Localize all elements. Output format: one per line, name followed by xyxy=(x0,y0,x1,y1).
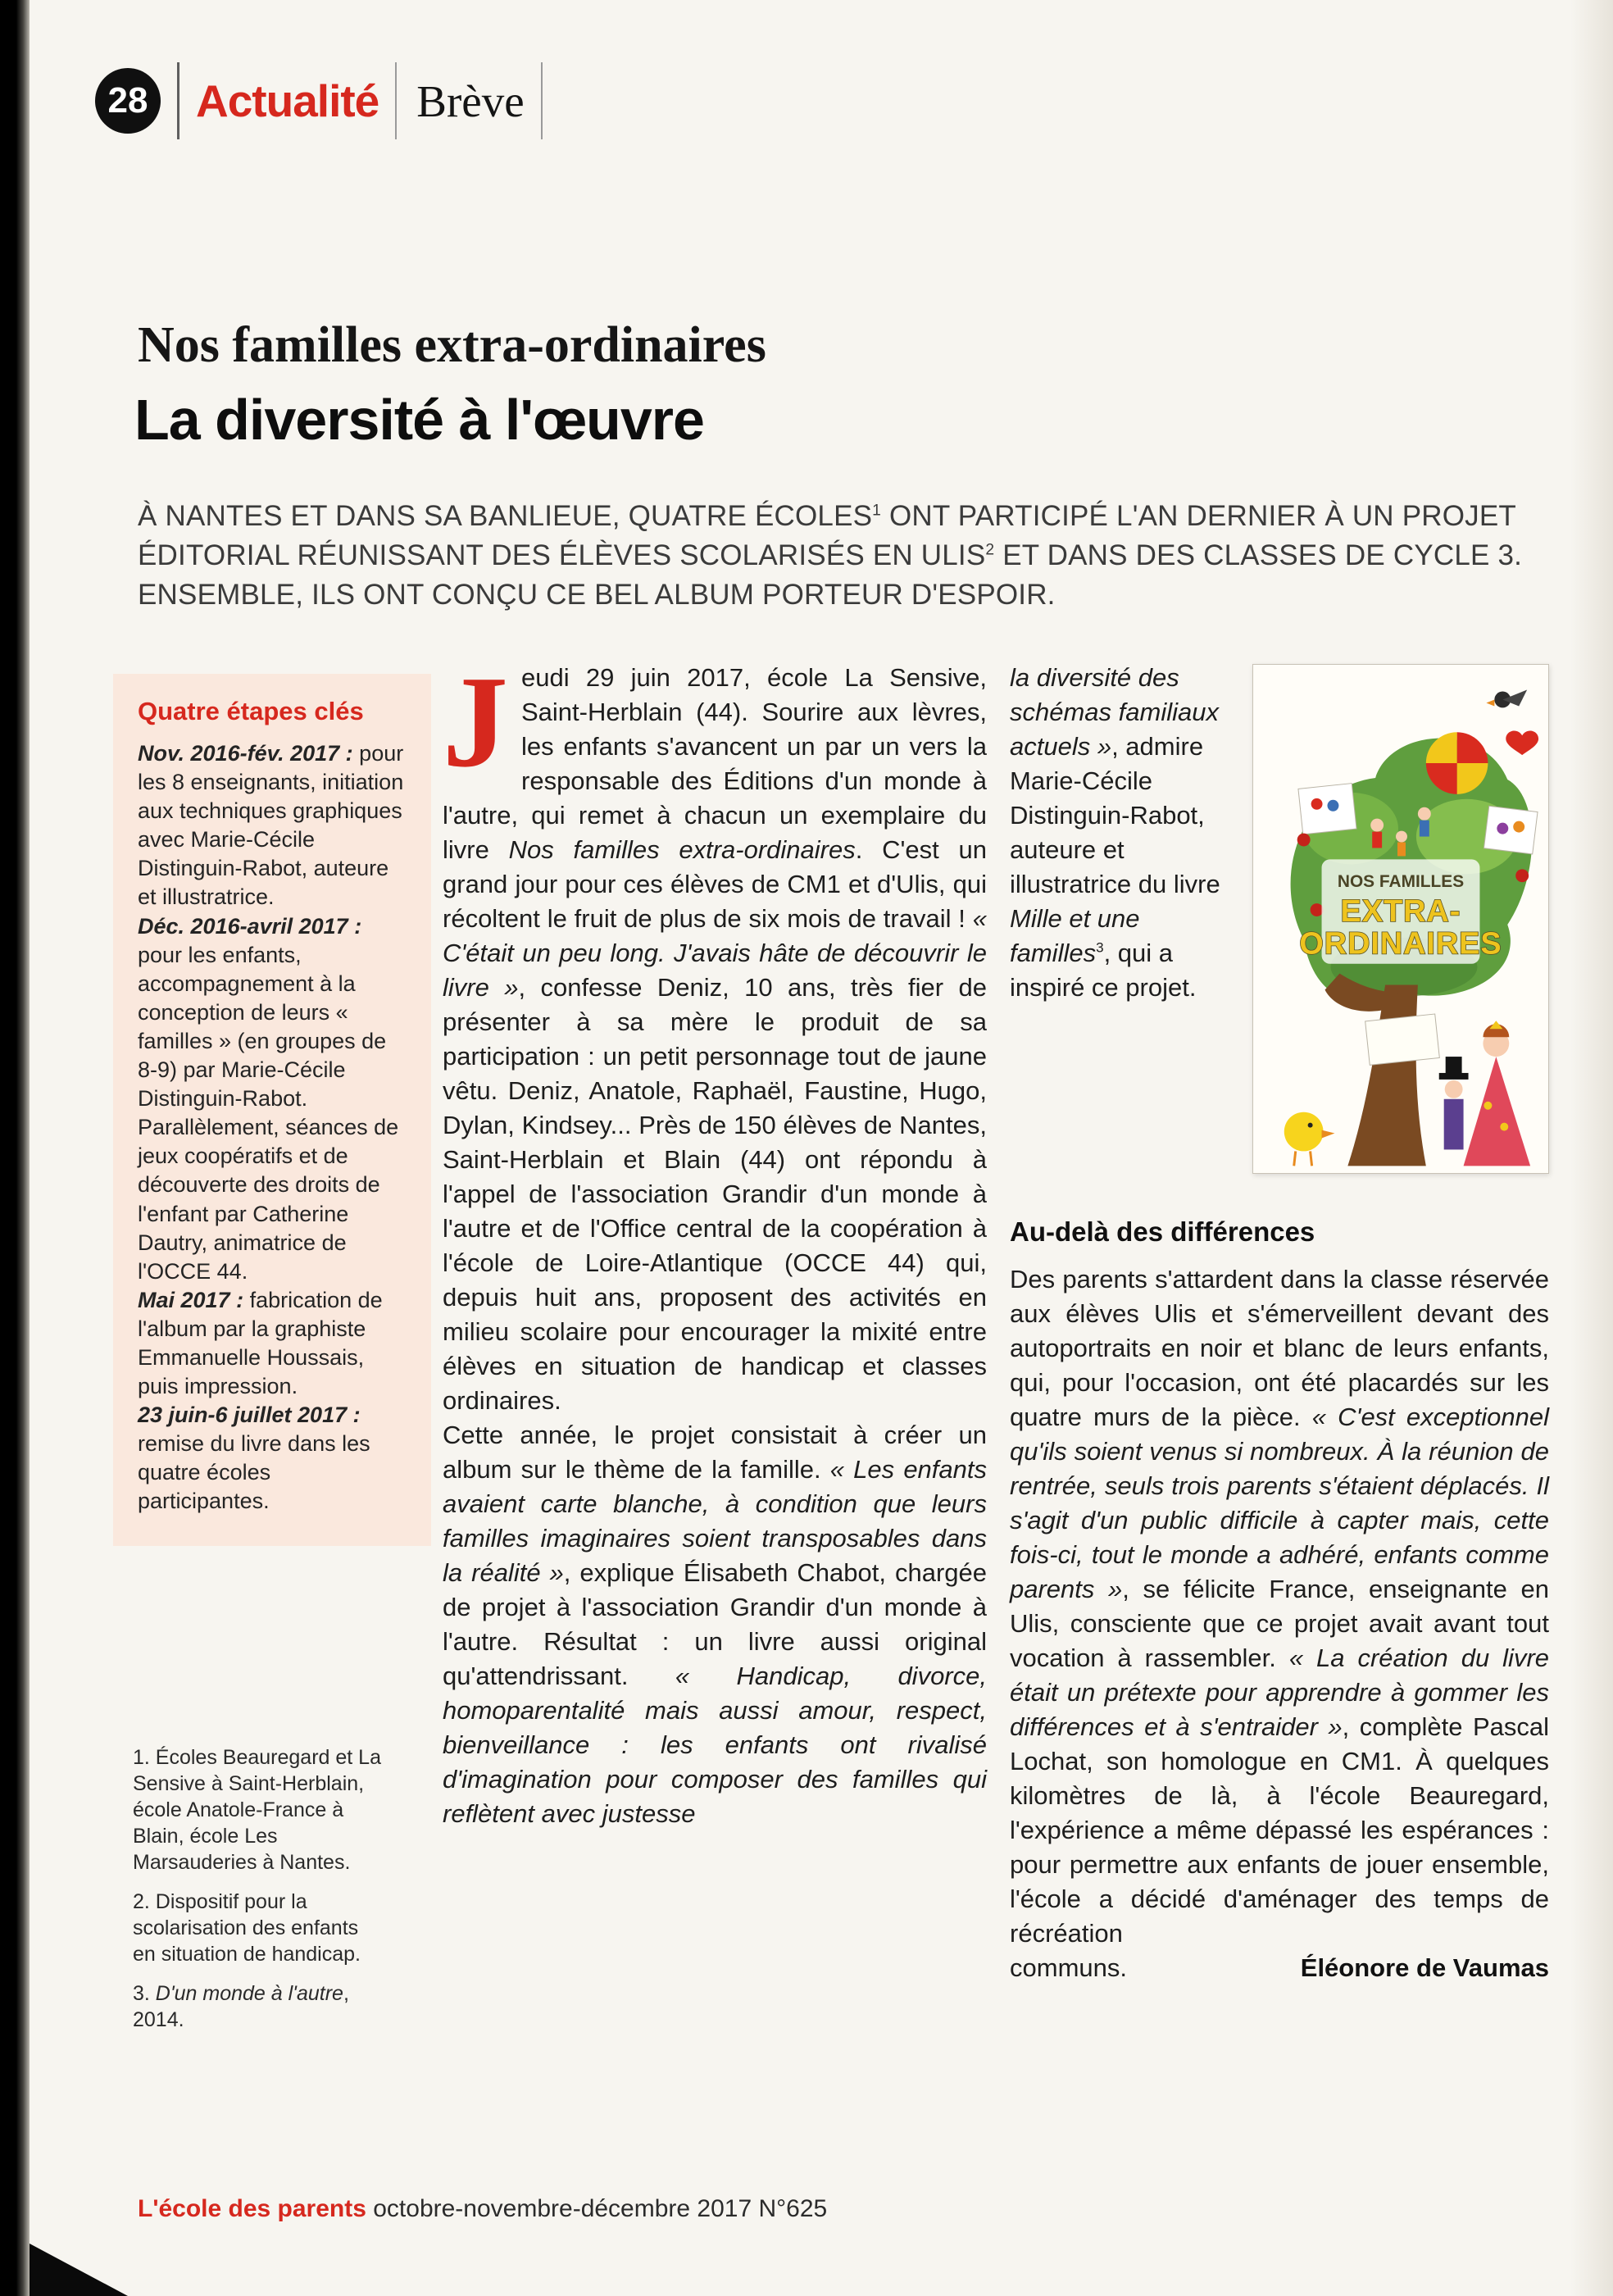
footnote-item: 1. Écoles Beauregard et La Sensive à Saint-Herblain, école Anatole-France à Blain, école Les Marsauderies à Nantes. xyxy=(133,1746,381,1874)
photo-frame-icon xyxy=(1298,784,1356,834)
right-column xyxy=(1010,661,1549,1985)
apple-icon xyxy=(1515,869,1529,882)
footer-magazine-title: L'école des parents xyxy=(138,2195,366,2222)
footnote-item: 3. D'un monde à l'autre, 2014. xyxy=(133,1982,349,2031)
divider xyxy=(541,62,543,139)
photo-frame-icon xyxy=(1484,806,1538,854)
article-paragraph: Des parents s'attardent dans la classe réservée aux élèves Ulis et s'émerveillent devant des autoportraits en noir et blanc de leurs enfants, qui, pour l'occasion, ont été placardés sur les quatre murs de la pièce. « C'est exceptionnel qu'ils soient venus si nombreux. À la réunion de rentrée, seuls trois parents s'étaient déplacés. Il s'agit d'un public difficile à capter mais, cette fois-ci, tout le monde a adhéré, enfants comme parents », se félicite France, enseignante en Ulis, consciente que ce projet avait avant tout vocation à rassembler. « La création du livre était un prétexte pour apprendre à gommer les différences et à s'entraider », complète Pascal Lochat, son homologue en CM1. À quelques kilomètres de là, à l'école Beauregard, l'expérience a même dépassé les espérances : pour permettre aux enfants de jouer ensemble, l'école a décidé d'aménager des temps de récréation xyxy=(1010,1265,1550,1948)
closing-line xyxy=(1010,1951,1549,1985)
key-steps-title: Quatre étapes clés xyxy=(138,697,364,725)
footer-issue-info: octobre-novembre-décembre 2017 N°625 xyxy=(366,2195,828,2222)
divider xyxy=(395,62,397,139)
intro-block xyxy=(1010,661,1549,1193)
page-title: La diversité à l'œuvre xyxy=(134,388,704,452)
book-cover-title-line: ORDINAIRES xyxy=(1299,926,1502,962)
key-step: Nov. 2016-fév. 2017 : pour les 8 enseignants, initiation aux techniques graphiques avec Marie-Cécile Distinguin-Rabot, auteure et illustratrice. xyxy=(138,741,404,910)
footnote-item: 2. Dispositif pour la scolarisation des enfants en situation de handicap. xyxy=(133,1890,361,1966)
book-cover-title-line: NOS FAMILLES xyxy=(1337,872,1465,892)
pinwheel-icon xyxy=(1426,732,1488,794)
key-step: Mai 2017 : fabrication de l'album par la graphiste Emmanuelle Houssais, puis impression. xyxy=(138,1287,383,1399)
page-footer xyxy=(138,2195,827,2223)
scan-artifact xyxy=(30,2244,128,2296)
footnotes xyxy=(133,1744,384,2046)
intro-text: la diversité des schémas familiaux actuels », admire Marie-Cécile Distinguin-Rabot, auteure et illustratrice du livre Mille et une familles$^3$, qui a inspiré ce projet. xyxy=(1010,663,1220,1002)
author-byline: Éléonore de Vaumas xyxy=(1300,1953,1549,1982)
page-edge-shadow xyxy=(1565,0,1613,2296)
key-steps-box xyxy=(113,674,431,1546)
article-column xyxy=(443,648,988,1831)
book-cover-title-line: EXTRA- xyxy=(1340,893,1461,929)
book-cover-image xyxy=(1252,664,1549,1174)
apple-icon xyxy=(1297,834,1311,847)
masthead xyxy=(95,62,559,139)
apple-icon xyxy=(1311,903,1324,916)
divider xyxy=(177,62,179,139)
closing-word: communs. xyxy=(1010,1953,1127,1982)
section-subheading: Au-delà des différences xyxy=(1010,1216,1315,1247)
section-label: Actualité xyxy=(196,75,379,126)
drop-cap: J xyxy=(443,648,508,794)
scan-edge xyxy=(0,0,30,2296)
article-paragraph: Cette année, le projet consistait à créer un album sur le thème de la famille. « Les enfants avaient carte blanche, à condition que leurs familles imaginaires soient transposables dans la réalité », explique Élisabeth Chabot, chargée de projet à l'association Grandir d'un monde à l'autre. Résultat : un livre aussi original qu'attendrissant. « Handicap, divorce, homoparentalité mais aussi amour, respect, bienveillance : les enfants ont rivalisé d'imagination pour composer des familles qui reflètent avec justesse xyxy=(443,1421,988,1828)
key-step: Déc. 2016-avril 2017 : pour les enfants, accompagnement à la conception de leurs « familles » (en groupes de 8-9) par Marie-Cécile Distinguin-Rabot. Parallèlement, séances de jeux coopératifs et de découverte des droits de l'enfant par Catherine Dautry, animatrice de l'OCCE 44. xyxy=(138,913,399,1284)
standfirst: À NANTES ET DANS SA BANLIEUE, QUATRE ÉCOLES$^1$ ONT PARTICIPÉ L'AN DERNIER À UN PROJET ÉDITORIAL RÉUNISSANT DES ÉLÈVES SCOLARISÉS EN ULIS$^2$ ET DANS DES CLASSES DE CYCLE 3. ENSEMBLE, ILS ONT CONÇU CE BEL ALBUM PORTEUR D'ESPOIR. xyxy=(138,500,1523,611)
key-step: 23 juin-6 juillet 2017 : remise du livre dans les quatre écoles participantes. xyxy=(138,1403,370,1514)
book-cover-illustration xyxy=(1253,665,1548,1173)
page-number-badge: 28 xyxy=(95,68,161,134)
rubric-label: Brève xyxy=(416,75,525,126)
kicker-title: Nos familles extra-ordinaires xyxy=(138,317,766,373)
article-paragraph: eudi 29 juin 2017, école La Sensive, Saint-Herblain (44). Sourire aux lèvres, les enfants s'avancent un par un vers la responsable des Éditions d'un monde à l'autre, qui remet à chacun un exemplaire du livre Nos familles extra-ordinaires. C'est un grand jour pour ces élèves de CM1 et d'Ulis, qui récoltent le fruit de plus de six mois de travail ! « C'était un peu long. J'avais hâte de découvrir le livre », confesse Deniz, 10 ans, très fier de présenter à sa mère le produit de sa participation : un petit personnage tout de jaune vêtu. Deniz, Anatole, Raphaël, Faustine, Hugo, Dylan, Kindsey... Près de 150 élèves de Nantes, Saint-Herblain et Blain (44) ont répondu à l'appel de l'association Grandir d'un monde à l'autre et de l'Office central de la coopération à l'école de Loire-Atlantique (OCCE 44) qui, depuis huit ans, proposent des activités en milieu scolaire pour encourager la mixité entre élèves en situation de handicap et classes ordinaires. xyxy=(443,663,987,1415)
